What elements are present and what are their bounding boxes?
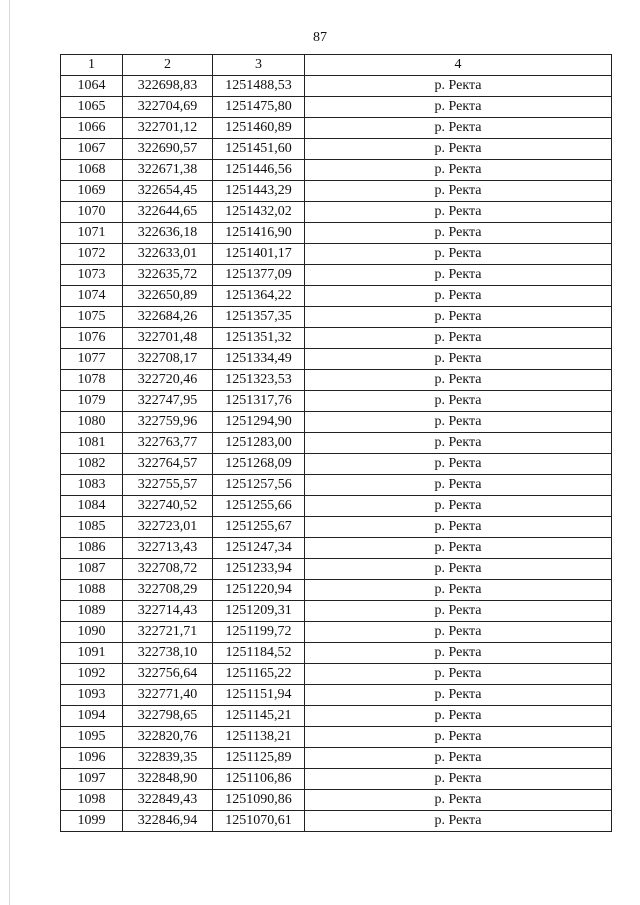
description-cell: р. Ректа bbox=[305, 769, 612, 790]
x-coordinate-cell: 322713,43 bbox=[123, 538, 213, 559]
point-number-cell: 1096 bbox=[61, 748, 123, 769]
table-row bbox=[61, 391, 612, 412]
table-row bbox=[61, 475, 612, 496]
description-cell: р. Ректа bbox=[305, 370, 612, 391]
x-coordinate-cell: 322763,77 bbox=[123, 433, 213, 454]
description-cell: р. Ректа bbox=[305, 433, 612, 454]
description-cell: р. Ректа bbox=[305, 622, 612, 643]
x-coordinate-cell: 322723,01 bbox=[123, 517, 213, 538]
y-coordinate-cell: 1251255,67 bbox=[213, 517, 305, 538]
point-number-cell: 1070 bbox=[61, 202, 123, 223]
y-coordinate-cell: 1251443,29 bbox=[213, 181, 305, 202]
description-cell: р. Ректа bbox=[305, 202, 612, 223]
description-cell: р. Ректа bbox=[305, 76, 612, 97]
y-coordinate-cell: 1251401,17 bbox=[213, 244, 305, 265]
table-row bbox=[61, 601, 612, 622]
description-cell: р. Ректа bbox=[305, 181, 612, 202]
table-row bbox=[61, 202, 612, 223]
table-row bbox=[61, 328, 612, 349]
point-number-cell: 1077 bbox=[61, 349, 123, 370]
y-coordinate-cell: 1251106,86 bbox=[213, 769, 305, 790]
table-row bbox=[61, 118, 612, 139]
y-coordinate-cell: 1251294,90 bbox=[213, 412, 305, 433]
table-row bbox=[61, 559, 612, 580]
x-coordinate-cell: 322756,64 bbox=[123, 664, 213, 685]
point-number-cell: 1064 bbox=[61, 76, 123, 97]
x-coordinate-cell: 322738,10 bbox=[123, 643, 213, 664]
table-row bbox=[61, 769, 612, 790]
description-cell: р. Ректа bbox=[305, 97, 612, 118]
description-cell: р. Ректа bbox=[305, 244, 612, 265]
description-cell: р. Ректа bbox=[305, 580, 612, 601]
point-number-cell: 1083 bbox=[61, 475, 123, 496]
table-header-row bbox=[61, 55, 612, 76]
point-number-cell: 1090 bbox=[61, 622, 123, 643]
y-coordinate-cell: 1251446,56 bbox=[213, 160, 305, 181]
x-coordinate-cell: 322755,57 bbox=[123, 475, 213, 496]
x-coordinate-cell: 322839,35 bbox=[123, 748, 213, 769]
point-number-cell: 1081 bbox=[61, 433, 123, 454]
description-cell: р. Ректа bbox=[305, 811, 612, 832]
x-coordinate-cell: 322846,94 bbox=[123, 811, 213, 832]
description-cell: р. Ректа bbox=[305, 664, 612, 685]
description-cell: р. Ректа bbox=[305, 748, 612, 769]
table-row bbox=[61, 706, 612, 727]
point-number-cell: 1076 bbox=[61, 328, 123, 349]
y-coordinate-cell: 1251451,60 bbox=[213, 139, 305, 160]
table-row bbox=[61, 412, 612, 433]
table-row bbox=[61, 790, 612, 811]
y-coordinate-cell: 1251317,76 bbox=[213, 391, 305, 412]
point-number-cell: 1088 bbox=[61, 580, 123, 601]
point-number-cell: 1097 bbox=[61, 769, 123, 790]
x-coordinate-cell: 322698,83 bbox=[123, 76, 213, 97]
table-row bbox=[61, 685, 612, 706]
column-header-2: 2 bbox=[123, 55, 213, 76]
table-row bbox=[61, 370, 612, 391]
description-cell: р. Ректа bbox=[305, 454, 612, 475]
table-row bbox=[61, 580, 612, 601]
y-coordinate-cell: 1251268,09 bbox=[213, 454, 305, 475]
description-cell: р. Ректа bbox=[305, 496, 612, 517]
x-coordinate-cell: 322671,38 bbox=[123, 160, 213, 181]
point-number-cell: 1089 bbox=[61, 601, 123, 622]
point-number-cell: 1091 bbox=[61, 643, 123, 664]
x-coordinate-cell: 322708,72 bbox=[123, 559, 213, 580]
description-cell: р. Ректа bbox=[305, 328, 612, 349]
description-cell: р. Ректа bbox=[305, 286, 612, 307]
x-coordinate-cell: 322704,69 bbox=[123, 97, 213, 118]
description-cell: р. Ректа bbox=[305, 475, 612, 496]
table-row bbox=[61, 244, 612, 265]
description-cell: р. Ректа bbox=[305, 265, 612, 286]
y-coordinate-cell: 1251416,90 bbox=[213, 223, 305, 244]
x-coordinate-cell: 322820,76 bbox=[123, 727, 213, 748]
description-cell: р. Ректа bbox=[305, 349, 612, 370]
y-coordinate-cell: 1251233,94 bbox=[213, 559, 305, 580]
point-number-cell: 1079 bbox=[61, 391, 123, 412]
point-number-cell: 1068 bbox=[61, 160, 123, 181]
y-coordinate-cell: 1251125,89 bbox=[213, 748, 305, 769]
x-coordinate-cell: 322740,52 bbox=[123, 496, 213, 517]
point-number-cell: 1095 bbox=[61, 727, 123, 748]
description-cell: р. Ректа bbox=[305, 685, 612, 706]
y-coordinate-cell: 1251475,80 bbox=[213, 97, 305, 118]
y-coordinate-cell: 1251351,32 bbox=[213, 328, 305, 349]
point-number-cell: 1092 bbox=[61, 664, 123, 685]
point-number-cell: 1084 bbox=[61, 496, 123, 517]
column-header-1: 1 bbox=[61, 55, 123, 76]
y-coordinate-cell: 1251184,52 bbox=[213, 643, 305, 664]
x-coordinate-cell: 322764,57 bbox=[123, 454, 213, 475]
table-row bbox=[61, 664, 612, 685]
y-coordinate-cell: 1251257,56 bbox=[213, 475, 305, 496]
point-number-cell: 1073 bbox=[61, 265, 123, 286]
x-coordinate-cell: 322708,29 bbox=[123, 580, 213, 601]
x-coordinate-cell: 322771,40 bbox=[123, 685, 213, 706]
point-number-cell: 1069 bbox=[61, 181, 123, 202]
table-row bbox=[61, 727, 612, 748]
y-coordinate-cell: 1251165,22 bbox=[213, 664, 305, 685]
table-row bbox=[61, 811, 612, 832]
description-cell: р. Ректа bbox=[305, 643, 612, 664]
description-cell: р. Ректа bbox=[305, 160, 612, 181]
x-coordinate-cell: 322721,71 bbox=[123, 622, 213, 643]
page-number: 87 bbox=[313, 30, 327, 45]
point-number-cell: 1094 bbox=[61, 706, 123, 727]
table-row bbox=[61, 265, 612, 286]
x-coordinate-cell: 322701,12 bbox=[123, 118, 213, 139]
table-row bbox=[61, 748, 612, 769]
x-coordinate-cell: 322690,57 bbox=[123, 139, 213, 160]
table-row bbox=[61, 76, 612, 97]
y-coordinate-cell: 1251199,72 bbox=[213, 622, 305, 643]
description-cell: р. Ректа bbox=[305, 307, 612, 328]
y-coordinate-cell: 1251220,94 bbox=[213, 580, 305, 601]
point-number-cell: 1093 bbox=[61, 685, 123, 706]
scan-margin-line bbox=[9, 0, 10, 905]
point-number-cell: 1074 bbox=[61, 286, 123, 307]
y-coordinate-cell: 1251145,21 bbox=[213, 706, 305, 727]
x-coordinate-cell: 322684,26 bbox=[123, 307, 213, 328]
table-row bbox=[61, 433, 612, 454]
y-coordinate-cell: 1251247,34 bbox=[213, 538, 305, 559]
column-header-4: 4 bbox=[305, 55, 612, 76]
x-coordinate-cell: 322720,46 bbox=[123, 370, 213, 391]
description-cell: р. Ректа bbox=[305, 412, 612, 433]
table-row bbox=[61, 622, 612, 643]
table-row bbox=[61, 181, 612, 202]
point-number-cell: 1085 bbox=[61, 517, 123, 538]
column-header-3: 3 bbox=[213, 55, 305, 76]
description-cell: р. Ректа bbox=[305, 538, 612, 559]
description-cell: р. Ректа bbox=[305, 517, 612, 538]
point-number-cell: 1080 bbox=[61, 412, 123, 433]
point-number-cell: 1065 bbox=[61, 97, 123, 118]
x-coordinate-cell: 322636,18 bbox=[123, 223, 213, 244]
point-number-cell: 1082 bbox=[61, 454, 123, 475]
y-coordinate-cell: 1251357,35 bbox=[213, 307, 305, 328]
y-coordinate-cell: 1251377,09 bbox=[213, 265, 305, 286]
description-cell: р. Ректа bbox=[305, 391, 612, 412]
x-coordinate-cell: 322798,65 bbox=[123, 706, 213, 727]
x-coordinate-cell: 322708,17 bbox=[123, 349, 213, 370]
point-number-cell: 1067 bbox=[61, 139, 123, 160]
y-coordinate-cell: 1251460,89 bbox=[213, 118, 305, 139]
x-coordinate-cell: 322849,43 bbox=[123, 790, 213, 811]
point-number-cell: 1075 bbox=[61, 307, 123, 328]
y-coordinate-cell: 1251432,02 bbox=[213, 202, 305, 223]
point-number-cell: 1087 bbox=[61, 559, 123, 580]
x-coordinate-cell: 322633,01 bbox=[123, 244, 213, 265]
description-cell: р. Ректа bbox=[305, 601, 612, 622]
y-coordinate-cell: 1251255,66 bbox=[213, 496, 305, 517]
x-coordinate-cell: 322650,89 bbox=[123, 286, 213, 307]
description-cell: р. Ректа bbox=[305, 118, 612, 139]
description-cell: р. Ректа bbox=[305, 223, 612, 244]
point-number-cell: 1098 bbox=[61, 790, 123, 811]
point-number-cell: 1078 bbox=[61, 370, 123, 391]
table-row bbox=[61, 517, 612, 538]
table-body bbox=[61, 76, 612, 832]
table-row bbox=[61, 160, 612, 181]
y-coordinate-cell: 1251151,94 bbox=[213, 685, 305, 706]
x-coordinate-cell: 322714,43 bbox=[123, 601, 213, 622]
table-row bbox=[61, 223, 612, 244]
description-cell: р. Ректа bbox=[305, 559, 612, 580]
table-row bbox=[61, 496, 612, 517]
table-row bbox=[61, 139, 612, 160]
y-coordinate-cell: 1251488,53 bbox=[213, 76, 305, 97]
table-row bbox=[61, 454, 612, 475]
y-coordinate-cell: 1251364,22 bbox=[213, 286, 305, 307]
table-row bbox=[61, 538, 612, 559]
point-number-cell: 1072 bbox=[61, 244, 123, 265]
y-coordinate-cell: 1251070,61 bbox=[213, 811, 305, 832]
description-cell: р. Ректа bbox=[305, 790, 612, 811]
description-cell: р. Ректа bbox=[305, 706, 612, 727]
x-coordinate-cell: 322644,65 bbox=[123, 202, 213, 223]
x-coordinate-cell: 322759,96 bbox=[123, 412, 213, 433]
point-number-cell: 1099 bbox=[61, 811, 123, 832]
x-coordinate-cell: 322747,95 bbox=[123, 391, 213, 412]
x-coordinate-cell: 322635,72 bbox=[123, 265, 213, 286]
y-coordinate-cell: 1251323,53 bbox=[213, 370, 305, 391]
description-cell: р. Ректа bbox=[305, 139, 612, 160]
table-row bbox=[61, 349, 612, 370]
description-cell: р. Ректа bbox=[305, 727, 612, 748]
x-coordinate-cell: 322701,48 bbox=[123, 328, 213, 349]
table-row bbox=[61, 286, 612, 307]
point-number-cell: 1071 bbox=[61, 223, 123, 244]
y-coordinate-cell: 1251283,00 bbox=[213, 433, 305, 454]
coordinates-table bbox=[60, 54, 612, 832]
x-coordinate-cell: 322848,90 bbox=[123, 769, 213, 790]
table-row bbox=[61, 643, 612, 664]
y-coordinate-cell: 1251138,21 bbox=[213, 727, 305, 748]
table-row bbox=[61, 97, 612, 118]
y-coordinate-cell: 1251090,86 bbox=[213, 790, 305, 811]
table-row bbox=[61, 307, 612, 328]
point-number-cell: 1066 bbox=[61, 118, 123, 139]
x-coordinate-cell: 322654,45 bbox=[123, 181, 213, 202]
point-number-cell: 1086 bbox=[61, 538, 123, 559]
y-coordinate-cell: 1251334,49 bbox=[213, 349, 305, 370]
y-coordinate-cell: 1251209,31 bbox=[213, 601, 305, 622]
